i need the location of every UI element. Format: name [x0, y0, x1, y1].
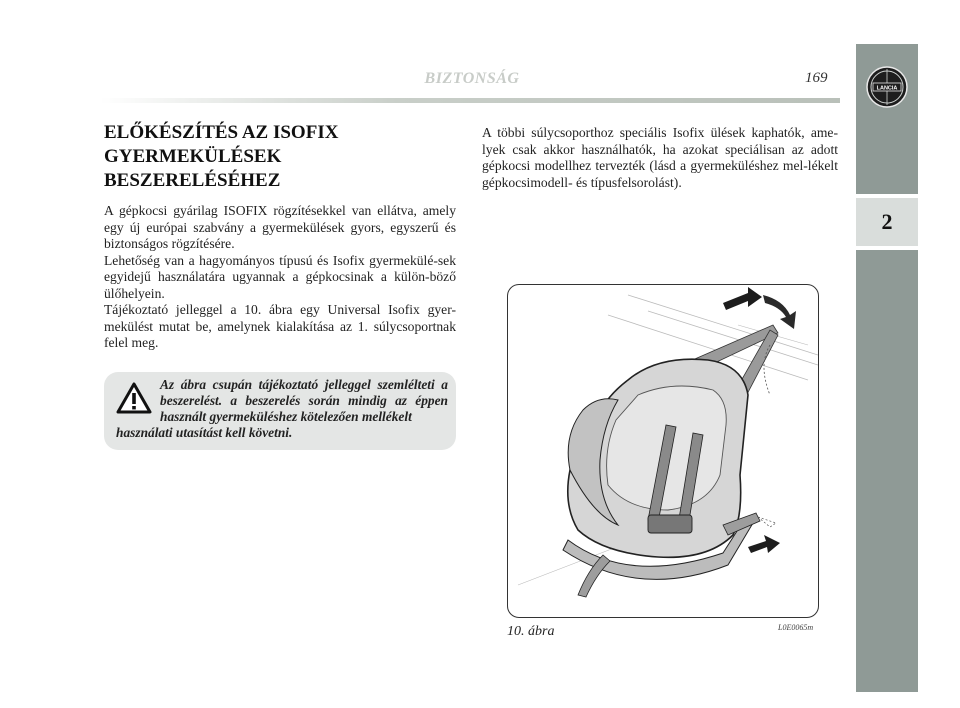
figure-child-seat	[507, 284, 819, 618]
warning-text-last: használati utasítást kell követni.	[116, 425, 293, 440]
figure-caption: 10. ábra	[507, 624, 555, 639]
warning-text	[116, 377, 448, 441]
chapter-number: 2	[881, 209, 893, 234]
section-title-line: GYERMEKÜLÉSEK	[104, 146, 282, 167]
lancia-logo-icon	[865, 65, 909, 109]
section-title-line: BESZERELÉSÉHEZ	[104, 170, 281, 191]
warning-text-main: Az ábra csupán tájékoztató jelleggel szemlélteti a beszerelést. a beszerelés során mindig az éppen használt gyermeküléshez kötelezően mellékelt	[160, 377, 448, 424]
body-text	[104, 203, 456, 352]
figure-code: L0E0065m	[778, 623, 814, 632]
section-title	[104, 121, 444, 193]
page-number: 169	[805, 70, 828, 86]
paragraph: Tájékoztató jelleggel a 10. ábra egy Universal Isofix gyer-mekülést mutat be, amelynek kialakítása az 1. súlycsoportnak felel meg.	[104, 302, 456, 350]
chapter-tab[interactable]	[856, 198, 918, 246]
header-rule	[100, 98, 840, 103]
chapter-tab-bar	[856, 44, 918, 692]
paragraph: Lehetőség van a hagyományos típusú és Isofix gyermekülé-sek egyidejű használatára ugyannak a gépkocsinak a külön-böző ülőhelyein.	[104, 252, 456, 301]
right-column-text: A többi súlycsoporthoz speciális Isofix ülések kaphatók, ame-lyek csak akkor használhatók, ha azokat speciálisan az adott gépkocsi modellhez tervezték (lásd a gyermeküléshez mel-lékelt gépkocsimodell- és típusfelsorolást).	[482, 125, 838, 190]
svg-text:LANCIA: LANCIA	[876, 85, 898, 92]
isofix-seat-illustration-icon	[508, 285, 818, 617]
section-title-line: ELŐKÉSZÍTÉS AZ ISOFIX	[104, 122, 339, 143]
paragraph: A gépkocsi gyárilag ISOFIX rögzítésekkel van ellátva, amely egy új európai szabvány a gyermekülések gyors, egyszerű és biztonságos rögzítésére.	[104, 203, 456, 251]
tab-divider	[856, 246, 918, 250]
running-title: BIZTONSÁG	[424, 70, 520, 87]
